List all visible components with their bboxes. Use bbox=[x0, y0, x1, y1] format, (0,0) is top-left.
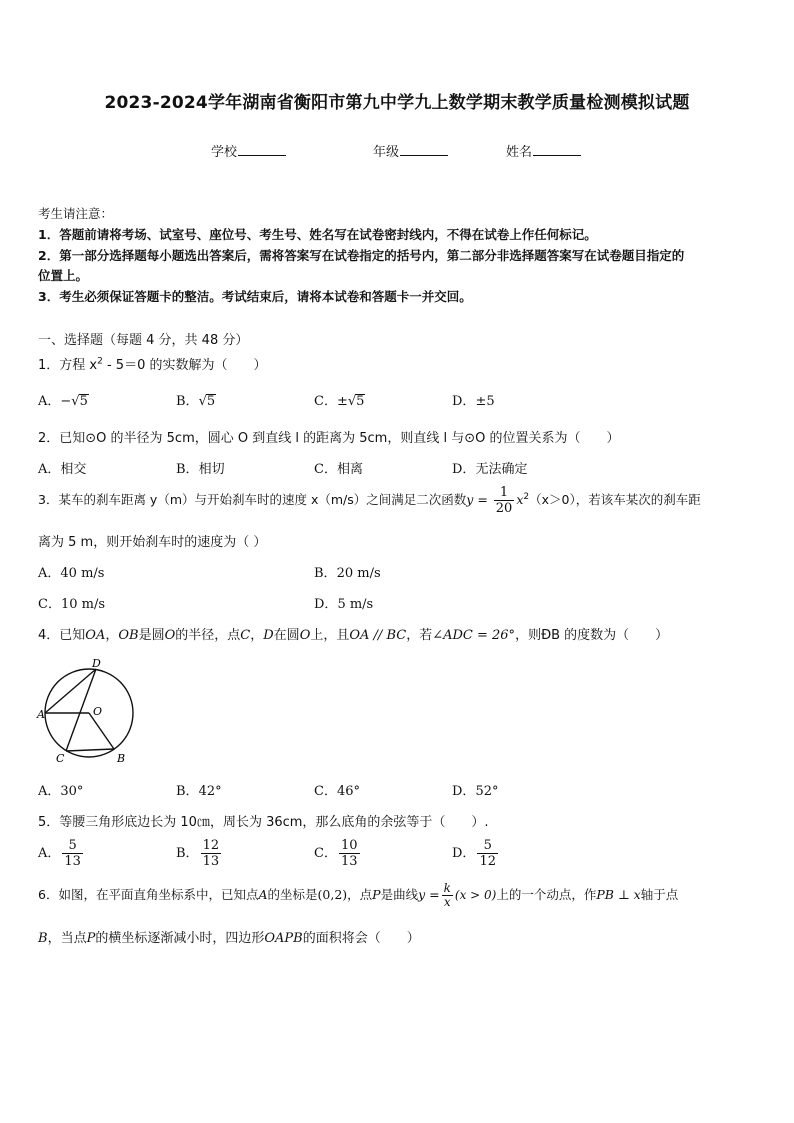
option-fraction bbox=[477, 838, 498, 869]
segment-ob bbox=[89, 713, 114, 749]
q6-math: A bbox=[258, 887, 268, 902]
question-4-stem bbox=[38, 624, 668, 643]
option-label: C． bbox=[314, 462, 337, 477]
q4-option-c[interactable] bbox=[314, 780, 360, 799]
q4-option-a[interactable] bbox=[38, 780, 83, 799]
q3-text: 3．某车的刹车距离 y（m）与开始刹车时的速度 x（m/s）之间满足二次函数 bbox=[38, 492, 467, 507]
q6-math: y = bbox=[418, 887, 440, 902]
q4-text: 的半径，点 bbox=[175, 628, 241, 643]
option-label: D． bbox=[314, 597, 338, 612]
option-label: C． bbox=[314, 846, 337, 861]
q4-text: 是圆 bbox=[138, 628, 165, 643]
q4-text: 上，且 bbox=[310, 628, 350, 643]
q5-option-d[interactable] bbox=[452, 838, 500, 869]
q6-text: ，点 bbox=[347, 887, 373, 902]
name-blank[interactable] bbox=[533, 143, 581, 156]
option-sign: − bbox=[60, 394, 72, 409]
q1-option-a[interactable]: A．−√5 bbox=[38, 394, 88, 409]
q6-math: P bbox=[372, 887, 381, 902]
question-1-stem bbox=[38, 354, 266, 373]
q3-fraction bbox=[494, 485, 515, 516]
fraction-numerator: 5 bbox=[477, 838, 498, 854]
option-label: A． bbox=[38, 462, 61, 477]
option-radicand: 5 bbox=[356, 394, 365, 409]
option-fraction bbox=[339, 838, 360, 869]
point-label-c: C bbox=[56, 752, 65, 765]
q3-var-y: y bbox=[466, 492, 474, 507]
q3-option-c[interactable] bbox=[38, 593, 105, 612]
q6-math: PB ⊥ x bbox=[596, 887, 641, 902]
q3-text: （x＞0），若该车某次的刹车距 bbox=[529, 492, 701, 507]
q3-option-a[interactable] bbox=[38, 562, 104, 581]
question-5-stem: 5．等腰三角形底边长为 10㎝，周长为 36cm，那么底角的余弦等于（ ）. bbox=[38, 815, 489, 830]
fraction-denominator: 12 bbox=[479, 854, 496, 869]
option-text: 52° bbox=[475, 784, 499, 799]
question-2-stem: 2．已知⊙O 的半径为 5cm，圆心 O 到直线 l 的距离为 5cm，则直线 l 与⊙O 的位置关系为（ ） bbox=[38, 431, 620, 446]
fraction-denominator: 13 bbox=[340, 854, 358, 869]
q4-text: ， bbox=[250, 628, 264, 643]
q4-math: OA bbox=[85, 628, 106, 643]
option-label: A． bbox=[38, 784, 61, 799]
option-text: 相交 bbox=[60, 462, 87, 477]
option-label: B． bbox=[176, 462, 199, 477]
question-6-stem-cont bbox=[38, 927, 420, 946]
option-label: C． bbox=[314, 394, 337, 409]
circle-figure bbox=[34, 655, 144, 767]
fraction-numerator: 10 bbox=[340, 838, 358, 853]
q1-option-b[interactable]: B．√5 bbox=[176, 394, 216, 409]
q6-fraction bbox=[442, 882, 453, 909]
q4-option-d[interactable] bbox=[452, 780, 498, 799]
segment-cb bbox=[66, 749, 114, 751]
q2-option-c[interactable] bbox=[314, 458, 363, 477]
option-fraction bbox=[201, 838, 222, 869]
fraction-denominator: 13 bbox=[64, 854, 81, 869]
q4-text: ， bbox=[105, 628, 119, 643]
section-heading: 一、选择题（每题 4 分，共 48 分） bbox=[38, 333, 249, 348]
option-label: D． bbox=[452, 462, 476, 477]
q3-option-b[interactable] bbox=[314, 562, 381, 581]
q6-text: ，当点 bbox=[47, 931, 87, 946]
option-label: A． bbox=[38, 846, 61, 861]
q6-text: 上的一个动点，作 bbox=[496, 887, 597, 902]
notice-heading: 考生请注意： bbox=[38, 206, 114, 221]
grade-blank[interactable] bbox=[400, 143, 448, 156]
q5-option-a[interactable] bbox=[38, 838, 85, 869]
option-text: 5 m/s bbox=[337, 597, 374, 612]
q3-option-d[interactable] bbox=[314, 593, 373, 612]
q4-text: ，则ÐB 的度数为（ ） bbox=[515, 628, 669, 643]
option-label: B． bbox=[176, 784, 199, 799]
option-text: 30° bbox=[60, 784, 84, 799]
fraction-numerator: 5 bbox=[62, 838, 83, 854]
option-label: B． bbox=[314, 566, 337, 581]
fraction-denominator: x bbox=[443, 895, 451, 909]
notice-item: 2．第一部分选择题每小题选出答案后，需将答案写在试卷指定的括号内，第二部分非选择题答案写在试卷题目指定的 bbox=[38, 248, 685, 263]
page-title: 2023-2024学年湖南省衡阳市第九中学九上数学期末教学质量检测模拟试题 bbox=[104, 93, 690, 113]
option-label: C． bbox=[38, 597, 61, 612]
q4-math: ∠ADC = 26° bbox=[432, 628, 516, 643]
notice-item: 1．答题前请将考场、试室号、座位号、考生号、姓名写在试卷密封线内，不得在试卷上作任何标记。 bbox=[38, 227, 597, 242]
q6-math: P bbox=[86, 931, 96, 946]
q3-var-x: x bbox=[516, 492, 524, 507]
option-label: B． bbox=[176, 846, 199, 861]
q4-math: O bbox=[164, 628, 176, 643]
q6-text: 的面积将会（ ） bbox=[302, 931, 420, 946]
option-fraction bbox=[62, 838, 83, 869]
option-text: 42° bbox=[198, 784, 222, 799]
name-field[interactable] bbox=[506, 141, 581, 160]
option-text: ±5 bbox=[475, 394, 495, 409]
option-label: D． bbox=[452, 394, 476, 409]
option-label: C． bbox=[314, 784, 337, 799]
q6-math: (x > 0) bbox=[454, 888, 497, 902]
point-label-b: B bbox=[117, 752, 126, 765]
q4-math: C bbox=[240, 628, 251, 643]
fraction-numerator: 12 bbox=[202, 838, 220, 853]
q6-math: B bbox=[38, 931, 48, 946]
q5-option-c[interactable] bbox=[314, 838, 362, 869]
q4-math: O bbox=[299, 628, 311, 643]
q2-option-b[interactable] bbox=[176, 458, 225, 477]
q3-exponent: 2 bbox=[523, 491, 530, 502]
name-label: 姓名 bbox=[506, 145, 533, 160]
q4-math: D bbox=[263, 628, 274, 643]
q4-text: 4．已知 bbox=[38, 628, 86, 643]
student-info-row bbox=[0, 141, 794, 161]
option-label: D． bbox=[452, 784, 476, 799]
fraction-denominator: 13 bbox=[202, 854, 220, 869]
grade-label: 年级 bbox=[373, 145, 400, 160]
q6-text: 是曲线 bbox=[380, 887, 419, 902]
q6-text: 的横坐标逐渐减小时，四边形 bbox=[95, 931, 265, 946]
option-radicand: 5 bbox=[206, 394, 216, 409]
point-label-d: D bbox=[92, 657, 101, 670]
q5-option-b[interactable] bbox=[176, 838, 223, 869]
option-text: 10 m/s bbox=[60, 597, 106, 612]
q4-text: ，若 bbox=[406, 628, 433, 643]
q4-text: 在圆 bbox=[273, 628, 300, 643]
grade-field[interactable] bbox=[373, 141, 448, 160]
q1-text: 1．方程 x bbox=[38, 358, 98, 373]
option-text: 20 m/s bbox=[336, 566, 381, 581]
question-6-stem bbox=[38, 882, 678, 909]
option-sign: ± bbox=[336, 394, 348, 409]
point-label-o: O bbox=[93, 705, 103, 718]
q4-option-b[interactable] bbox=[176, 780, 222, 799]
q2-option-a[interactable] bbox=[38, 458, 86, 477]
q6-text: 的坐标是 bbox=[267, 887, 318, 902]
option-text: 相切 bbox=[198, 462, 225, 477]
fraction-denominator: 20 bbox=[495, 501, 513, 516]
point-label-a: A bbox=[37, 708, 45, 721]
q6-text: 轴于点 bbox=[640, 887, 679, 902]
q6-math: (0,2) bbox=[317, 887, 348, 902]
q1-option-c[interactable]: C．±√5 bbox=[314, 394, 365, 409]
q1-text: - 5＝0 的实数解为（ ） bbox=[102, 358, 267, 373]
fraction-numerator: 1 bbox=[494, 485, 515, 501]
q4-math: OA // BC bbox=[349, 628, 407, 643]
option-label: B． bbox=[176, 394, 199, 409]
q1-exponent: 2 bbox=[97, 356, 103, 367]
q6-math: OAPB bbox=[264, 931, 303, 946]
option-text: 相离 bbox=[336, 462, 363, 477]
option-label: A． bbox=[38, 566, 61, 581]
option-text: 46° bbox=[336, 784, 360, 799]
school-blank[interactable] bbox=[238, 143, 286, 156]
option-label: D． bbox=[452, 846, 476, 861]
question-3-stem-cont: 离为 5 m，则开始刹车时的速度为（ ） bbox=[38, 535, 267, 550]
notice-item: 位置上。 bbox=[38, 268, 89, 283]
q3-equals: = bbox=[473, 492, 492, 507]
option-label: A． bbox=[38, 394, 61, 409]
option-text: 40 m/s bbox=[60, 566, 105, 581]
option-radicand: 5 bbox=[79, 394, 88, 409]
option-text: 无法确定 bbox=[475, 462, 528, 477]
q6-text: 6．如图，在平面直角坐标系中，已知点 bbox=[38, 887, 259, 902]
school-field[interactable] bbox=[211, 141, 286, 160]
question-3-stem bbox=[38, 485, 701, 516]
q2-option-d[interactable] bbox=[452, 458, 527, 477]
fraction-numerator: k bbox=[443, 881, 451, 895]
notice-item: 3．考生必须保证答题卡的整洁。考试结束后，请将本试卷和答题卡一并交回。 bbox=[38, 289, 472, 304]
q1-option-d[interactable] bbox=[452, 390, 495, 409]
q4-math: OB bbox=[118, 628, 139, 643]
school-label: 学校 bbox=[211, 145, 238, 160]
